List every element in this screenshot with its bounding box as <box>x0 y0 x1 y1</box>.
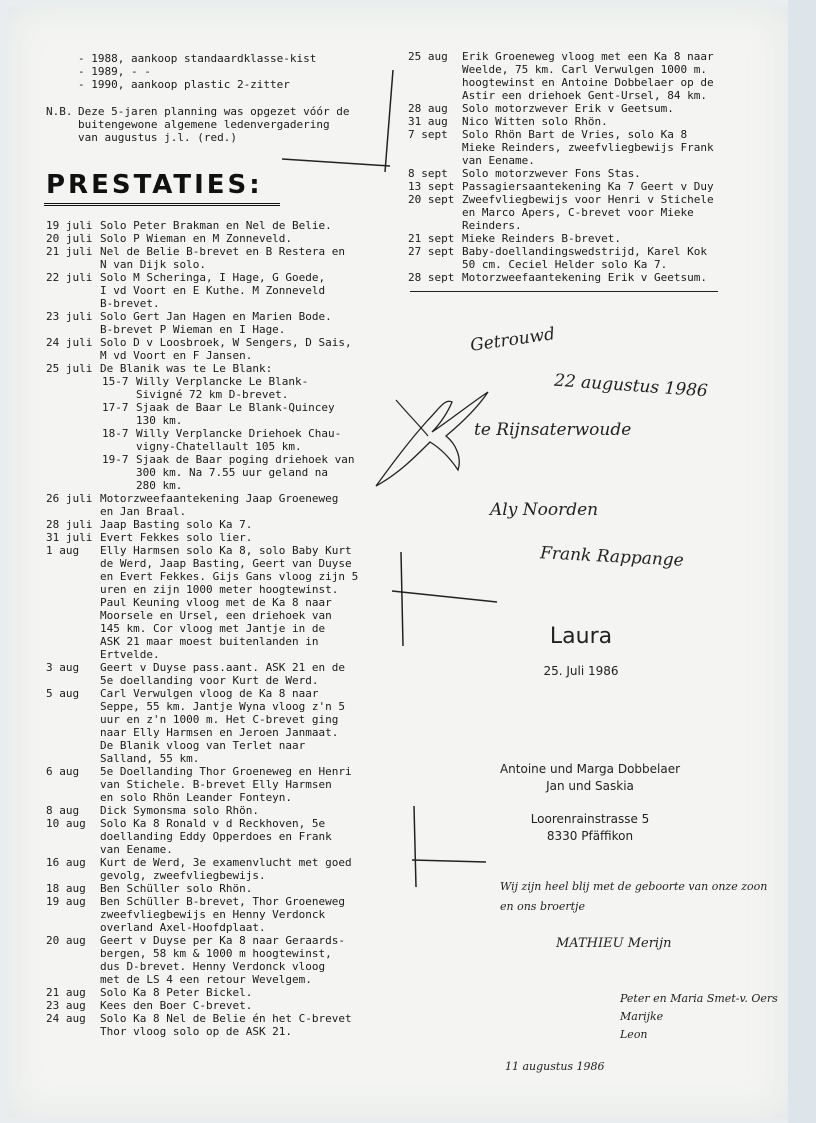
entry-line: Nel de Belie B-brevet en B Restera en <box>100 245 346 258</box>
prestatie-entry <box>46 765 372 804</box>
entry-line: bergen, 58 km & 1000 m hoogtewinst, <box>100 947 332 960</box>
entry-line: 300 km. Na 7.55 uur geland na <box>136 466 329 479</box>
entry-date: 6 aug <box>46 765 80 778</box>
birth-name: Laura <box>549 624 613 649</box>
entry-line: overland Axel-Hoofdplaat. <box>100 921 266 934</box>
entry-line: Solo motorzwever Erik v Geetsum. <box>462 102 674 115</box>
entry-line: Sjaak de Baar poging driehoek van <box>136 453 355 466</box>
prestatie-entry <box>46 661 372 687</box>
entry-line: van Eename. <box>462 154 535 167</box>
prestaties-left-column <box>46 219 372 1038</box>
entry-line: B-brevet. <box>100 297 160 310</box>
entry-date: 3 aug <box>46 661 80 674</box>
entry-line: Solo Ka 8 Nel de Belie én het C-brevet <box>100 1012 352 1025</box>
entry-date: 1 aug <box>46 544 80 557</box>
entry-date: 22 juli <box>46 271 93 284</box>
entry-line: Reinders. <box>462 219 522 232</box>
entry-line: Willy Verplancke Driehoek Chau- <box>136 427 342 440</box>
entry-line: Ben Schüller B-brevet, Thor Groeneweg <box>100 895 346 908</box>
entry-date: 15-7 <box>102 375 129 388</box>
divider-line <box>410 291 718 292</box>
blanik-entry <box>102 375 372 401</box>
birth2-parents: Peter en Maria Smet-v. Oers <box>620 992 778 1005</box>
entry-line: Kurt de Werd, 3e examenvlucht met goed <box>100 856 352 869</box>
entry-line: Solo Ka 8 Ronald v d Reckhoven, 5e <box>100 817 326 830</box>
wedding-name-groom: Frank Rappange <box>539 543 685 571</box>
entry-line: M vd Voort en F Jansen. <box>100 349 253 362</box>
prestatie-entry <box>408 193 738 232</box>
blanik-entry <box>102 401 372 427</box>
entry-date: 17-7 <box>102 401 129 414</box>
entry-line: Motorzweefaantekening Jaap Groeneweg <box>100 492 339 505</box>
prestatie-entry <box>408 180 738 193</box>
entry-date: 19 aug <box>46 895 86 908</box>
entry-line: Erik Groeneweg vloog met een Ka 8 naar <box>462 50 714 63</box>
prestaties-right-column <box>408 50 738 284</box>
blanik-entry <box>102 453 372 492</box>
entry-line: Ben Schüller solo Rhön. <box>100 882 253 895</box>
entry-line: N van Dijk solo. <box>100 258 206 271</box>
wedding-place: te Rijnsaterwoude <box>474 420 632 440</box>
entry-line: Sjaak de Baar Le Blank-Quincey <box>136 401 335 414</box>
prestatie-entry <box>46 518 372 531</box>
nb-label: N.B. <box>46 105 73 118</box>
birth-city: 8330 Pfäffikon <box>546 829 634 843</box>
entry-line: 50 cm. Ceciel Helder solo Ka 7. <box>462 258 668 271</box>
entry-line: Jaap Basting solo Ka 7. <box>100 518 253 531</box>
nb-line: van augustus j.l. (red.) <box>78 131 237 144</box>
entry-line: I vd Voort en E Kuthe. M Zonneveld <box>100 284 326 297</box>
entry-line: Carl Verwulgen vloog de Ka 8 naar <box>100 687 319 700</box>
entry-date: 28 juli <box>46 518 93 531</box>
prestatie-entry <box>408 167 738 180</box>
nb-line: buitengewone algemene ledenvergadering <box>78 118 330 131</box>
entry-date: 21 aug <box>46 986 86 999</box>
entry-line: Solo D v Loosbroek, W Sengers, D Sais, <box>100 336 352 349</box>
entry-line: ASK 21 maar moest buitenlanden in <box>100 635 319 648</box>
pen-stroke <box>412 860 486 862</box>
entry-line: 130 km. <box>136 414 183 427</box>
prestatie-entry <box>46 492 372 518</box>
entry-line: Solo Peter Brakman en Nel de Belie. <box>100 219 332 232</box>
birth2-name: MATHIEU Merijn <box>556 936 672 951</box>
entry-line: doellanding Eddy Opperdoes en Frank <box>100 830 332 843</box>
entry-line: Baby-doellandingswedstrijd, Karel Kok <box>462 245 708 258</box>
entry-line: uur en z'n 1000 m. Het C-brevet ging <box>100 713 339 726</box>
entry-line: naar Elly Harmsen en Jeroen Janmaat. <box>100 726 339 739</box>
prestatie-entry <box>46 310 372 336</box>
entry-date: 31 aug <box>408 115 448 128</box>
entry-line: De Blanik vloog van Terlet naar <box>100 739 306 752</box>
entry-line: Motorzweefaantekening Erik v Geetsum. <box>462 271 708 284</box>
prestatie-entry <box>46 544 372 661</box>
entry-line: met de LS 4 een retour Wevelgem. <box>100 973 312 986</box>
entry-line: Evert Fekkes solo lier. <box>100 531 253 544</box>
entry-line: Ertvelde. <box>100 648 160 661</box>
entry-date: 10 aug <box>46 817 86 830</box>
planning-item: - 1990, aankoop plastic 2-zitter <box>78 78 290 91</box>
entry-date: 21 sept <box>408 232 455 245</box>
entry-date: 8 sept <box>408 167 448 180</box>
entry-date: 18 aug <box>46 882 86 895</box>
prestatie-entry <box>46 856 372 882</box>
entry-date: 7 sept <box>408 128 448 141</box>
entry-date: 28 aug <box>408 102 448 115</box>
prestatie-entry <box>46 934 372 986</box>
entry-line: de Werd, Jaap Basting, Geert van Duyse <box>100 557 352 570</box>
pen-stroke <box>392 591 497 602</box>
entry-line: Mieke Reinders B-brevet. <box>462 232 621 245</box>
nb-line: Deze 5-jaren planning was opgezet vóór de <box>78 105 350 118</box>
prestatie-entry <box>408 271 738 284</box>
entry-line: Solo M Scheringa, I Hage, G Goede, <box>100 271 326 284</box>
entry-line: B-brevet P Wieman en I Hage. <box>100 323 286 336</box>
entry-date: 16 aug <box>46 856 86 869</box>
entry-date: 19-7 <box>102 453 129 466</box>
entry-date: 23 aug <box>46 999 86 1012</box>
entry-date: 31 juli <box>46 531 93 544</box>
prestatie-entry <box>46 804 372 817</box>
pen-stroke <box>414 806 416 887</box>
entry-line: Paul Keuning vloog met de Ka 8 naar <box>100 596 332 609</box>
entry-line: en solo Rhön Leander Fonteyn. <box>100 791 293 804</box>
entry-date: 20 aug <box>46 934 86 947</box>
entry-line: Elly Harmsen solo Ka 8, solo Baby Kurt <box>100 544 352 557</box>
entry-date: 24 juli <box>46 336 93 349</box>
entry-date: 13 sept <box>408 180 455 193</box>
entry-date: 19 juli <box>46 219 93 232</box>
entry-line: Weelde, 75 km. Carl Verwulgen 1000 m. <box>462 63 708 76</box>
wedding-heading: Getrouwd <box>469 324 557 356</box>
planning-item: - 1989, - - <box>78 65 151 78</box>
pen-stroke <box>401 552 403 646</box>
entry-date: 24 aug <box>46 1012 86 1025</box>
planning-item: - 1988, aankoop standaardklasse-kist <box>78 52 317 65</box>
prestatie-entry <box>408 115 738 128</box>
entry-line: Nico Witten solo Rhön. <box>462 115 608 128</box>
blanik-entry <box>102 427 372 453</box>
entry-line: van Eename. <box>100 843 173 856</box>
prestatie-entry <box>408 245 738 271</box>
prestatie-entry <box>408 128 738 167</box>
entry-date: 28 sept <box>408 271 455 284</box>
entry-line: De Blanik was te Le Blank: <box>100 362 273 375</box>
entry-date: 25 juli <box>46 362 93 375</box>
entry-line: Solo motorzwever Fons Stas. <box>462 167 641 180</box>
birth-date: 25. Juli 1986 <box>543 664 619 678</box>
entry-date: 21 juli <box>46 245 93 258</box>
prestatie-entry <box>46 362 372 375</box>
pen-stroke <box>282 159 390 166</box>
entry-date: 25 aug <box>408 50 448 63</box>
birth2-sibling: Marijke <box>620 1010 664 1023</box>
entry-line: vigny-Chatellault 105 km. <box>136 440 302 453</box>
prestatie-entry <box>46 232 372 245</box>
entry-line: hoogtewinst en Antoine Dobbelaer op de <box>462 76 714 89</box>
entry-line: zweefvliegbewijs en Henny Verdonck <box>100 908 326 921</box>
entry-line: 280 km. <box>136 479 183 492</box>
birth2-intro: Wij zijn heel blij met de geboorte van onze zoon <box>500 880 768 893</box>
birth-parents: Antoine und Marga Dobbelaer <box>499 762 681 776</box>
entry-line: en Marco Apers, C-brevet voor Mieke <box>462 206 694 219</box>
entry-line: 5e doellanding voor Kurt de Werd. <box>100 674 319 687</box>
entry-line: Mieke Reinders, zweefvliegbewijs Frank <box>462 141 714 154</box>
entry-line: dus D-brevet. Henny Verdonck vloog <box>100 960 326 973</box>
birth2-intro: en ons broertje <box>500 900 585 913</box>
entry-date: 23 juli <box>46 310 93 323</box>
entry-line: 5e Doellanding Thor Groeneweg en Henri <box>100 765 352 778</box>
entry-date: 20 juli <box>46 232 93 245</box>
entry-line: Moorsele en Ursel, een driehoek van <box>100 609 332 622</box>
entry-line: van Stichele. B-brevet Elly Harmsen <box>100 778 332 791</box>
birth2-date: 11 augustus 1986 <box>505 1060 605 1073</box>
section-title: PRESTATIES: <box>46 170 263 200</box>
entry-date: 27 sept <box>408 245 455 258</box>
entry-line: Kees den Boer C-brevet. <box>100 999 253 1012</box>
entry-line: Geert v Duyse pass.aant. ASK 21 en de <box>100 661 346 674</box>
prestatie-entry <box>46 219 372 232</box>
entry-line: Solo Ka 8 Peter Bickel. <box>100 986 253 999</box>
entry-line: gevolg, zweefvliegbewijs. <box>100 869 266 882</box>
entry-line: Thor vloog solo op de ASK 21. <box>100 1025 293 1038</box>
pen-stroke <box>385 70 393 172</box>
entry-line: Sivigné 72 km D-brevet. <box>136 388 289 401</box>
entry-line: Solo P Wieman en M Zonneveld. <box>100 232 293 245</box>
entry-date: 20 sept <box>408 193 455 206</box>
prestatie-entry <box>46 336 372 362</box>
entry-line: Seppe, 55 km. Jantje Wyna vloog z'n 5 <box>100 700 346 713</box>
wedding-name-bride: Aly Noorden <box>490 500 599 520</box>
entry-line: Zweefvliegbewijs voor Henri v Stichele <box>462 193 714 206</box>
prestatie-entry <box>408 102 738 115</box>
prestatie-entry <box>46 817 372 856</box>
title-underline <box>44 203 280 212</box>
entry-date: 5 aug <box>46 687 80 700</box>
prestatie-entry <box>46 895 372 934</box>
entry-line: en Jan Braal. <box>100 505 187 518</box>
prestatie-entry <box>408 50 738 102</box>
entry-line: Salland, 55 km. <box>100 752 200 765</box>
seagull-drawing <box>376 392 488 486</box>
entry-date: 8 aug <box>46 804 80 817</box>
prestatie-entry <box>46 271 372 310</box>
prestatie-entry <box>46 999 372 1012</box>
entry-line: uren en zijn 1000 meter hoogtewinst. <box>100 583 339 596</box>
prestatie-entry <box>46 882 372 895</box>
prestatie-entry <box>408 232 738 245</box>
entry-line: Solo Gert Jan Hagen en Marien Bode. <box>100 310 332 323</box>
wedding-date: 22 augustus 1986 <box>553 370 709 402</box>
entry-date: 26 juli <box>46 492 93 505</box>
birth-street: Loorenrainstrasse 5 <box>530 812 650 826</box>
prestatie-entry <box>46 1012 372 1038</box>
prestatie-entry <box>46 687 372 765</box>
entry-date: 18-7 <box>102 427 129 440</box>
birth2-sibling: Leon <box>620 1028 648 1041</box>
prestatie-entry <box>46 531 372 544</box>
entry-line: Astir een driehoek Gent-Ursel, 84 km. <box>462 89 708 102</box>
entry-line: 145 km. Cor vloog met Jantje in de <box>100 622 326 635</box>
entry-line: Passagiersaantekening Ka 7 Geert v Duy <box>462 180 714 193</box>
entry-line: en Evert Fekkes. Gijs Gans vloog zijn 5 <box>100 570 359 583</box>
entry-line: Solo Rhön Bart de Vries, solo Ka 8 <box>462 128 688 141</box>
prestatie-entry <box>46 245 372 271</box>
prestatie-entry <box>46 986 372 999</box>
birth-siblings: Jan und Saskia <box>546 779 634 793</box>
entry-line: Dick Symonsma solo Rhön. <box>100 804 259 817</box>
entry-line: Geert v Duyse per Ka 8 naar Geraards- <box>100 934 346 947</box>
entry-line: Willy Verplancke Le Blank- <box>136 375 309 388</box>
